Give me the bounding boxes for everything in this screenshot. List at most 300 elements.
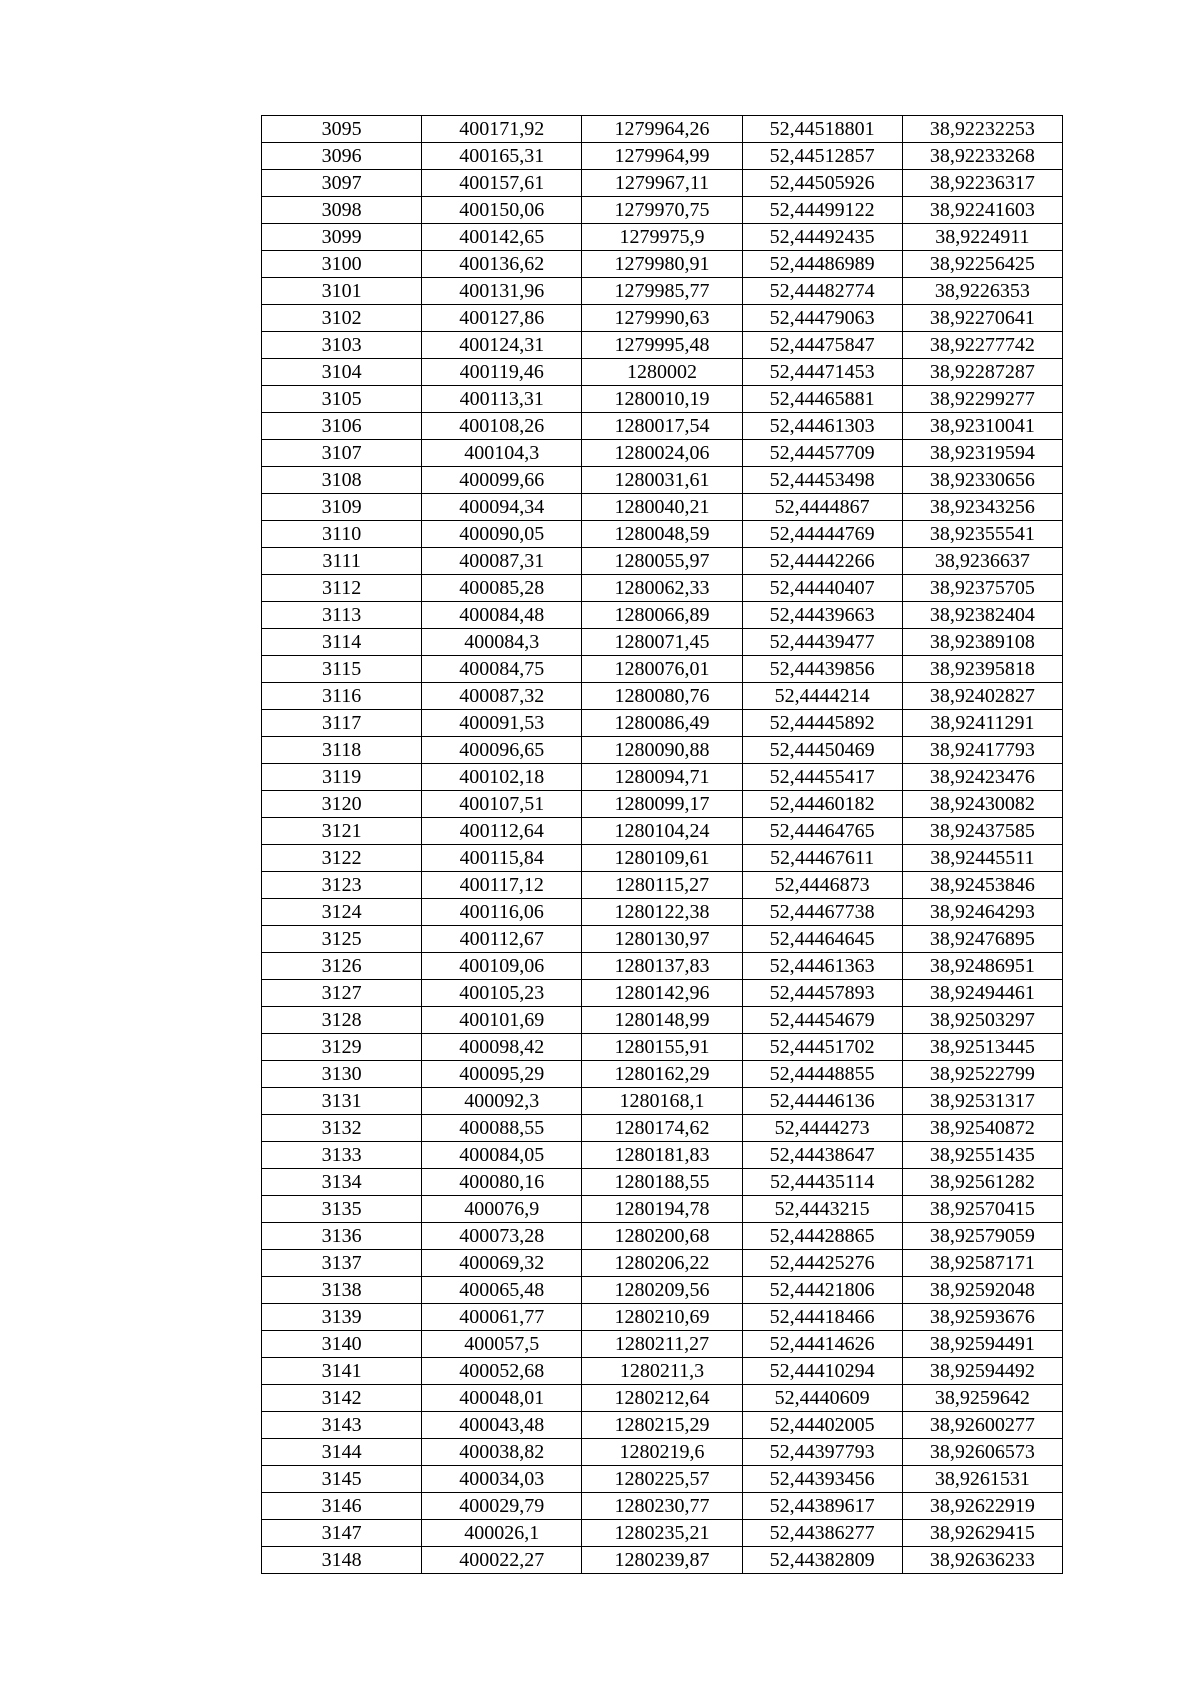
y-coordinate-cell: 1279995,48 xyxy=(582,332,742,359)
y-coordinate-cell: 1279970,75 xyxy=(582,197,742,224)
longitude-cell: 38,92570415 xyxy=(902,1196,1062,1223)
point-number-cell: 3142 xyxy=(262,1385,422,1412)
longitude-cell: 38,92232253 xyxy=(902,116,1062,143)
point-number-cell: 3101 xyxy=(262,278,422,305)
latitude-cell: 52,44382809 xyxy=(742,1547,902,1574)
x-coordinate-cell: 400101,69 xyxy=(422,1007,582,1034)
table-row xyxy=(262,1277,1063,1304)
point-number-cell: 3127 xyxy=(262,980,422,1007)
table-row xyxy=(262,1115,1063,1142)
latitude-cell: 52,44446136 xyxy=(742,1088,902,1115)
y-coordinate-cell: 1279980,91 xyxy=(582,251,742,278)
point-number-cell: 3121 xyxy=(262,818,422,845)
table-row xyxy=(262,1331,1063,1358)
longitude-cell: 38,92277742 xyxy=(902,332,1062,359)
coordinates-table-body xyxy=(262,116,1063,1574)
x-coordinate-cell: 400087,31 xyxy=(422,548,582,575)
longitude-cell: 38,92445511 xyxy=(902,845,1062,872)
y-coordinate-cell: 1279985,77 xyxy=(582,278,742,305)
point-number-cell: 3098 xyxy=(262,197,422,224)
y-coordinate-cell: 1280017,54 xyxy=(582,413,742,440)
x-coordinate-cell: 400084,75 xyxy=(422,656,582,683)
table-row xyxy=(262,116,1063,143)
table-row xyxy=(262,332,1063,359)
longitude-cell: 38,92402827 xyxy=(902,683,1062,710)
point-number-cell: 3114 xyxy=(262,629,422,656)
table-row xyxy=(262,1439,1063,1466)
x-coordinate-cell: 400105,23 xyxy=(422,980,582,1007)
x-coordinate-cell: 400061,77 xyxy=(422,1304,582,1331)
x-coordinate-cell: 400034,03 xyxy=(422,1466,582,1493)
y-coordinate-cell: 1280080,76 xyxy=(582,683,742,710)
point-number-cell: 3144 xyxy=(262,1439,422,1466)
longitude-cell: 38,92411291 xyxy=(902,710,1062,737)
x-coordinate-cell: 400165,31 xyxy=(422,143,582,170)
x-coordinate-cell: 400057,5 xyxy=(422,1331,582,1358)
x-coordinate-cell: 400116,06 xyxy=(422,899,582,926)
longitude-cell: 38,9224911 xyxy=(902,224,1062,251)
latitude-cell: 52,44448855 xyxy=(742,1061,902,1088)
x-coordinate-cell: 400107,51 xyxy=(422,791,582,818)
latitude-cell: 52,44482774 xyxy=(742,278,902,305)
point-number-cell: 3113 xyxy=(262,602,422,629)
table-row xyxy=(262,1250,1063,1277)
point-number-cell: 3122 xyxy=(262,845,422,872)
longitude-cell: 38,92233268 xyxy=(902,143,1062,170)
point-number-cell: 3130 xyxy=(262,1061,422,1088)
table-row xyxy=(262,197,1063,224)
longitude-cell: 38,92423476 xyxy=(902,764,1062,791)
x-coordinate-cell: 400171,92 xyxy=(422,116,582,143)
x-coordinate-cell: 400085,28 xyxy=(422,575,582,602)
x-coordinate-cell: 400131,96 xyxy=(422,278,582,305)
table-row xyxy=(262,467,1063,494)
table-row xyxy=(262,224,1063,251)
latitude-cell: 52,44475847 xyxy=(742,332,902,359)
table-row xyxy=(262,1223,1063,1250)
table-row xyxy=(262,926,1063,953)
table-row xyxy=(262,845,1063,872)
point-number-cell: 3140 xyxy=(262,1331,422,1358)
x-coordinate-cell: 400088,55 xyxy=(422,1115,582,1142)
longitude-cell: 38,92453846 xyxy=(902,872,1062,899)
y-coordinate-cell: 1280168,1 xyxy=(582,1088,742,1115)
x-coordinate-cell: 400084,3 xyxy=(422,629,582,656)
x-coordinate-cell: 400104,3 xyxy=(422,440,582,467)
y-coordinate-cell: 1280209,56 xyxy=(582,1277,742,1304)
point-number-cell: 3110 xyxy=(262,521,422,548)
latitude-cell: 52,44464645 xyxy=(742,926,902,953)
longitude-cell: 38,92343256 xyxy=(902,494,1062,521)
y-coordinate-cell: 1280194,78 xyxy=(582,1196,742,1223)
latitude-cell: 52,44499122 xyxy=(742,197,902,224)
latitude-cell: 52,44471453 xyxy=(742,359,902,386)
x-coordinate-cell: 400117,12 xyxy=(422,872,582,899)
table-row xyxy=(262,791,1063,818)
point-number-cell: 3143 xyxy=(262,1412,422,1439)
longitude-cell: 38,92270641 xyxy=(902,305,1062,332)
y-coordinate-cell: 1280210,69 xyxy=(582,1304,742,1331)
table-row xyxy=(262,548,1063,575)
x-coordinate-cell: 400092,3 xyxy=(422,1088,582,1115)
x-coordinate-cell: 400076,9 xyxy=(422,1196,582,1223)
table-row xyxy=(262,1169,1063,1196)
longitude-cell: 38,92417793 xyxy=(902,737,1062,764)
table-row xyxy=(262,737,1063,764)
point-number-cell: 3128 xyxy=(262,1007,422,1034)
table-row xyxy=(262,521,1063,548)
latitude-cell: 52,44455417 xyxy=(742,764,902,791)
x-coordinate-cell: 400157,61 xyxy=(422,170,582,197)
table-row xyxy=(262,1466,1063,1493)
x-coordinate-cell: 400096,65 xyxy=(422,737,582,764)
x-coordinate-cell: 400038,82 xyxy=(422,1439,582,1466)
x-coordinate-cell: 400091,53 xyxy=(422,710,582,737)
y-coordinate-cell: 1280188,55 xyxy=(582,1169,742,1196)
longitude-cell: 38,92606573 xyxy=(902,1439,1062,1466)
point-number-cell: 3112 xyxy=(262,575,422,602)
table-row xyxy=(262,575,1063,602)
y-coordinate-cell: 1280066,89 xyxy=(582,602,742,629)
latitude-cell: 52,44438647 xyxy=(742,1142,902,1169)
x-coordinate-cell: 400029,79 xyxy=(422,1493,582,1520)
x-coordinate-cell: 400084,05 xyxy=(422,1142,582,1169)
y-coordinate-cell: 1280122,38 xyxy=(582,899,742,926)
table-row xyxy=(262,440,1063,467)
point-number-cell: 3097 xyxy=(262,170,422,197)
table-row xyxy=(262,278,1063,305)
y-coordinate-cell: 1280215,29 xyxy=(582,1412,742,1439)
latitude-cell: 52,44402005 xyxy=(742,1412,902,1439)
table-row xyxy=(262,1547,1063,1574)
y-coordinate-cell: 1280055,97 xyxy=(582,548,742,575)
longitude-cell: 38,92622919 xyxy=(902,1493,1062,1520)
longitude-cell: 38,92382404 xyxy=(902,602,1062,629)
longitude-cell: 38,92587171 xyxy=(902,1250,1062,1277)
point-number-cell: 3096 xyxy=(262,143,422,170)
point-number-cell: 3137 xyxy=(262,1250,422,1277)
y-coordinate-cell: 1280099,17 xyxy=(582,791,742,818)
point-number-cell: 3111 xyxy=(262,548,422,575)
longitude-cell: 38,92287287 xyxy=(902,359,1062,386)
y-coordinate-cell: 1279975,9 xyxy=(582,224,742,251)
table-row xyxy=(262,1412,1063,1439)
y-coordinate-cell: 1280048,59 xyxy=(582,521,742,548)
longitude-cell: 38,92241603 xyxy=(902,197,1062,224)
point-number-cell: 3109 xyxy=(262,494,422,521)
x-coordinate-cell: 400112,64 xyxy=(422,818,582,845)
y-coordinate-cell: 1280109,61 xyxy=(582,845,742,872)
latitude-cell: 52,44518801 xyxy=(742,116,902,143)
longitude-cell: 38,9259642 xyxy=(902,1385,1062,1412)
longitude-cell: 38,92464293 xyxy=(902,899,1062,926)
point-number-cell: 3120 xyxy=(262,791,422,818)
table-row xyxy=(262,899,1063,926)
latitude-cell: 52,44461363 xyxy=(742,953,902,980)
y-coordinate-cell: 1279967,11 xyxy=(582,170,742,197)
point-number-cell: 3118 xyxy=(262,737,422,764)
x-coordinate-cell: 400087,32 xyxy=(422,683,582,710)
point-number-cell: 3133 xyxy=(262,1142,422,1169)
point-number-cell: 3095 xyxy=(262,116,422,143)
point-number-cell: 3131 xyxy=(262,1088,422,1115)
longitude-cell: 38,92299277 xyxy=(902,386,1062,413)
latitude-cell: 52,44435114 xyxy=(742,1169,902,1196)
latitude-cell: 52,44439856 xyxy=(742,656,902,683)
point-number-cell: 3117 xyxy=(262,710,422,737)
x-coordinate-cell: 400026,1 xyxy=(422,1520,582,1547)
x-coordinate-cell: 400069,32 xyxy=(422,1250,582,1277)
y-coordinate-cell: 1280104,24 xyxy=(582,818,742,845)
latitude-cell: 52,4444214 xyxy=(742,683,902,710)
latitude-cell: 52,44410294 xyxy=(742,1358,902,1385)
table-row xyxy=(262,1520,1063,1547)
latitude-cell: 52,4440609 xyxy=(742,1385,902,1412)
point-number-cell: 3129 xyxy=(262,1034,422,1061)
point-number-cell: 3145 xyxy=(262,1466,422,1493)
table-row xyxy=(262,953,1063,980)
longitude-cell: 38,9261531 xyxy=(902,1466,1062,1493)
table-row xyxy=(262,494,1063,521)
longitude-cell: 38,92503297 xyxy=(902,1007,1062,1034)
latitude-cell: 52,4444867 xyxy=(742,494,902,521)
point-number-cell: 3106 xyxy=(262,413,422,440)
latitude-cell: 52,44479063 xyxy=(742,305,902,332)
x-coordinate-cell: 400095,29 xyxy=(422,1061,582,1088)
table-row xyxy=(262,413,1063,440)
latitude-cell: 52,4444273 xyxy=(742,1115,902,1142)
y-coordinate-cell: 1280181,83 xyxy=(582,1142,742,1169)
longitude-cell: 38,92579059 xyxy=(902,1223,1062,1250)
table-row xyxy=(262,656,1063,683)
table-row xyxy=(262,359,1063,386)
latitude-cell: 52,44439663 xyxy=(742,602,902,629)
point-number-cell: 3148 xyxy=(262,1547,422,1574)
table-row xyxy=(262,1493,1063,1520)
latitude-cell: 52,44492435 xyxy=(742,224,902,251)
y-coordinate-cell: 1280212,64 xyxy=(582,1385,742,1412)
latitude-cell: 52,44418466 xyxy=(742,1304,902,1331)
latitude-cell: 52,44512857 xyxy=(742,143,902,170)
longitude-cell: 38,92486951 xyxy=(902,953,1062,980)
x-coordinate-cell: 400119,46 xyxy=(422,359,582,386)
point-number-cell: 3135 xyxy=(262,1196,422,1223)
table-row xyxy=(262,1358,1063,1385)
point-number-cell: 3138 xyxy=(262,1277,422,1304)
y-coordinate-cell: 1280010,19 xyxy=(582,386,742,413)
latitude-cell: 52,44451702 xyxy=(742,1034,902,1061)
longitude-cell: 38,92236317 xyxy=(902,170,1062,197)
x-coordinate-cell: 400043,48 xyxy=(422,1412,582,1439)
latitude-cell: 52,44464765 xyxy=(742,818,902,845)
latitude-cell: 52,44505926 xyxy=(742,170,902,197)
x-coordinate-cell: 400052,68 xyxy=(422,1358,582,1385)
y-coordinate-cell: 1280031,61 xyxy=(582,467,742,494)
y-coordinate-cell: 1280225,57 xyxy=(582,1466,742,1493)
longitude-cell: 38,92600277 xyxy=(902,1412,1062,1439)
y-coordinate-cell: 1280230,77 xyxy=(582,1493,742,1520)
x-coordinate-cell: 400102,18 xyxy=(422,764,582,791)
y-coordinate-cell: 1280211,3 xyxy=(582,1358,742,1385)
table-row xyxy=(262,1304,1063,1331)
longitude-cell: 38,92319594 xyxy=(902,440,1062,467)
latitude-cell: 52,44393456 xyxy=(742,1466,902,1493)
table-row xyxy=(262,683,1063,710)
latitude-cell: 52,44486989 xyxy=(742,251,902,278)
latitude-cell: 52,44460182 xyxy=(742,791,902,818)
latitude-cell: 52,44428865 xyxy=(742,1223,902,1250)
x-coordinate-cell: 400084,48 xyxy=(422,602,582,629)
latitude-cell: 52,44467738 xyxy=(742,899,902,926)
latitude-cell: 52,44461303 xyxy=(742,413,902,440)
latitude-cell: 52,4446873 xyxy=(742,872,902,899)
point-number-cell: 3134 xyxy=(262,1169,422,1196)
longitude-cell: 38,92629415 xyxy=(902,1520,1062,1547)
latitude-cell: 52,44442266 xyxy=(742,548,902,575)
y-coordinate-cell: 1280137,83 xyxy=(582,953,742,980)
longitude-cell: 38,92593676 xyxy=(902,1304,1062,1331)
y-coordinate-cell: 1280174,62 xyxy=(582,1115,742,1142)
latitude-cell: 52,44389617 xyxy=(742,1493,902,1520)
y-coordinate-cell: 1279990,63 xyxy=(582,305,742,332)
point-number-cell: 3132 xyxy=(262,1115,422,1142)
y-coordinate-cell: 1280071,45 xyxy=(582,629,742,656)
x-coordinate-cell: 400115,84 xyxy=(422,845,582,872)
table-row xyxy=(262,1007,1063,1034)
y-coordinate-cell: 1280024,06 xyxy=(582,440,742,467)
latitude-cell: 52,44457709 xyxy=(742,440,902,467)
y-coordinate-cell: 1280200,68 xyxy=(582,1223,742,1250)
point-number-cell: 3147 xyxy=(262,1520,422,1547)
table-row xyxy=(262,170,1063,197)
x-coordinate-cell: 400108,26 xyxy=(422,413,582,440)
table-row xyxy=(262,386,1063,413)
point-number-cell: 3103 xyxy=(262,332,422,359)
coordinates-table xyxy=(261,115,1063,1574)
x-coordinate-cell: 400094,34 xyxy=(422,494,582,521)
x-coordinate-cell: 400022,27 xyxy=(422,1547,582,1574)
latitude-cell: 52,44454679 xyxy=(742,1007,902,1034)
table-row xyxy=(262,710,1063,737)
point-number-cell: 3107 xyxy=(262,440,422,467)
point-number-cell: 3146 xyxy=(262,1493,422,1520)
point-number-cell: 3136 xyxy=(262,1223,422,1250)
point-number-cell: 3115 xyxy=(262,656,422,683)
x-coordinate-cell: 400099,66 xyxy=(422,467,582,494)
latitude-cell: 52,44467611 xyxy=(742,845,902,872)
latitude-cell: 52,44421806 xyxy=(742,1277,902,1304)
x-coordinate-cell: 400080,16 xyxy=(422,1169,582,1196)
table-row xyxy=(262,1385,1063,1412)
y-coordinate-cell: 1280162,29 xyxy=(582,1061,742,1088)
longitude-cell: 38,92522799 xyxy=(902,1061,1062,1088)
table-row xyxy=(262,143,1063,170)
longitude-cell: 38,92310041 xyxy=(902,413,1062,440)
latitude-cell: 52,44386277 xyxy=(742,1520,902,1547)
longitude-cell: 38,92395818 xyxy=(902,656,1062,683)
y-coordinate-cell: 1280130,97 xyxy=(582,926,742,953)
point-number-cell: 3105 xyxy=(262,386,422,413)
y-coordinate-cell: 1280206,22 xyxy=(582,1250,742,1277)
point-number-cell: 3116 xyxy=(262,683,422,710)
x-coordinate-cell: 400073,28 xyxy=(422,1223,582,1250)
x-coordinate-cell: 400090,05 xyxy=(422,521,582,548)
longitude-cell: 38,92437585 xyxy=(902,818,1062,845)
longitude-cell: 38,92355541 xyxy=(902,521,1062,548)
y-coordinate-cell: 1279964,26 xyxy=(582,116,742,143)
table-row xyxy=(262,980,1063,1007)
longitude-cell: 38,92636233 xyxy=(902,1547,1062,1574)
y-coordinate-cell: 1280040,21 xyxy=(582,494,742,521)
longitude-cell: 38,92494461 xyxy=(902,980,1062,1007)
x-coordinate-cell: 400048,01 xyxy=(422,1385,582,1412)
point-number-cell: 3139 xyxy=(262,1304,422,1331)
x-coordinate-cell: 400098,42 xyxy=(422,1034,582,1061)
longitude-cell: 38,92594491 xyxy=(902,1331,1062,1358)
table-row xyxy=(262,1034,1063,1061)
point-number-cell: 3102 xyxy=(262,305,422,332)
point-number-cell: 3119 xyxy=(262,764,422,791)
point-number-cell: 3100 xyxy=(262,251,422,278)
latitude-cell: 52,44440407 xyxy=(742,575,902,602)
y-coordinate-cell: 1280115,27 xyxy=(582,872,742,899)
longitude-cell: 38,92430082 xyxy=(902,791,1062,818)
point-number-cell: 3099 xyxy=(262,224,422,251)
latitude-cell: 52,44439477 xyxy=(742,629,902,656)
x-coordinate-cell: 400142,65 xyxy=(422,224,582,251)
longitude-cell: 38,92561282 xyxy=(902,1169,1062,1196)
longitude-cell: 38,92513445 xyxy=(902,1034,1062,1061)
y-coordinate-cell: 1280076,01 xyxy=(582,656,742,683)
table-row xyxy=(262,305,1063,332)
longitude-cell: 38,92476895 xyxy=(902,926,1062,953)
longitude-cell: 38,9236637 xyxy=(902,548,1062,575)
table-row xyxy=(262,818,1063,845)
point-number-cell: 3104 xyxy=(262,359,422,386)
x-coordinate-cell: 400150,06 xyxy=(422,197,582,224)
y-coordinate-cell: 1280211,27 xyxy=(582,1331,742,1358)
longitude-cell: 38,92531317 xyxy=(902,1088,1062,1115)
latitude-cell: 52,44465881 xyxy=(742,386,902,413)
point-number-cell: 3124 xyxy=(262,899,422,926)
y-coordinate-cell: 1280142,96 xyxy=(582,980,742,1007)
y-coordinate-cell: 1280090,88 xyxy=(582,737,742,764)
latitude-cell: 52,44425276 xyxy=(742,1250,902,1277)
y-coordinate-cell: 1280219,6 xyxy=(582,1439,742,1466)
y-coordinate-cell: 1280062,33 xyxy=(582,575,742,602)
latitude-cell: 52,44457893 xyxy=(742,980,902,1007)
longitude-cell: 38,92389108 xyxy=(902,629,1062,656)
x-coordinate-cell: 400127,86 xyxy=(422,305,582,332)
table-row xyxy=(262,251,1063,278)
x-coordinate-cell: 400112,67 xyxy=(422,926,582,953)
latitude-cell: 52,44444769 xyxy=(742,521,902,548)
x-coordinate-cell: 400065,48 xyxy=(422,1277,582,1304)
longitude-cell: 38,92551435 xyxy=(902,1142,1062,1169)
table-row xyxy=(262,602,1063,629)
latitude-cell: 52,44445892 xyxy=(742,710,902,737)
longitude-cell: 38,92540872 xyxy=(902,1115,1062,1142)
latitude-cell: 52,44453498 xyxy=(742,467,902,494)
table-row xyxy=(262,1088,1063,1115)
x-coordinate-cell: 400113,31 xyxy=(422,386,582,413)
longitude-cell: 38,92594492 xyxy=(902,1358,1062,1385)
y-coordinate-cell: 1280239,87 xyxy=(582,1547,742,1574)
longitude-cell: 38,9226353 xyxy=(902,278,1062,305)
point-number-cell: 3108 xyxy=(262,467,422,494)
longitude-cell: 38,92592048 xyxy=(902,1277,1062,1304)
table-row xyxy=(262,764,1063,791)
